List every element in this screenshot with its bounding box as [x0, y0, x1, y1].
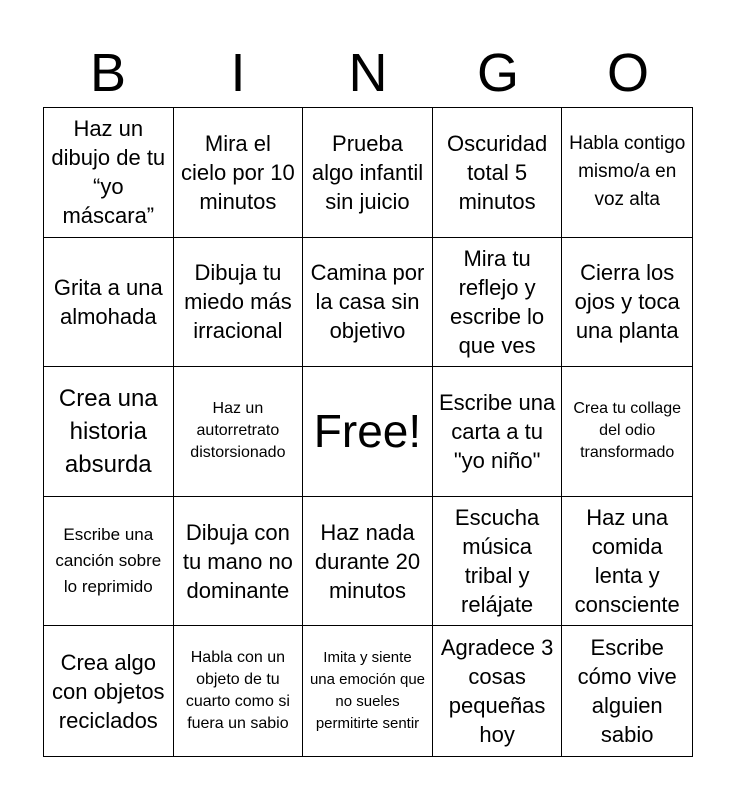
bingo-cell[interactable]: Escucha música tribal y relájate: [433, 497, 563, 627]
header-letter-i: I: [230, 43, 246, 103]
bingo-cell[interactable]: Grita a una almohada: [44, 238, 174, 368]
bingo-cell[interactable]: Haz un dibujo de tu “yo máscara”: [44, 108, 174, 238]
bingo-cell[interactable]: Mira tu reflejo y escribe lo que ves: [433, 238, 563, 368]
bingo-cell[interactable]: Imita y siente una emoción que no sueles permitirte sentir: [303, 626, 433, 756]
header-letter-g: G: [476, 43, 519, 103]
bingo-cell[interactable]: Cierra los ojos y toca una planta: [562, 238, 692, 368]
header-letter-b: B: [89, 43, 127, 103]
bingo-cell[interactable]: Escribe una canción sobre lo reprimido: [44, 497, 174, 627]
bingo-cell[interactable]: Oscuridad total 5 minutos: [433, 108, 563, 238]
bingo-cell[interactable]: Agradece 3 cosas pequeñas hoy: [433, 626, 563, 756]
bingo-cell[interactable]: Haz un autorretrato distorsionado: [174, 367, 304, 497]
bingo-cell[interactable]: Prueba algo infantil sin juicio: [303, 108, 433, 238]
bingo-cell[interactable]: Crea algo con objetos reciclados: [44, 626, 174, 756]
bingo-cell[interactable]: Habla con un objeto de tu cuarto como si fuera un sabio: [174, 626, 304, 756]
header-letter-o: O: [606, 43, 649, 103]
header-letter-n: N: [348, 43, 388, 103]
free-space[interactable]: Free!: [303, 367, 433, 497]
bingo-cell[interactable]: Haz una comida lenta y consciente: [562, 497, 692, 627]
bingo-cell[interactable]: Camina por la casa sin objetivo: [303, 238, 433, 368]
bingo-cell[interactable]: Crea una historia absurda: [44, 367, 174, 497]
bingo-cell[interactable]: Crea tu collage del odio transformado: [562, 367, 692, 497]
bingo-cell[interactable]: Escribe cómo vive alguien sabio: [577, 635, 677, 748]
bingo-cell[interactable]: Dibuja tu miedo más irracional: [174, 238, 304, 368]
bingo-cell[interactable]: Mira el cielo por 10 minutos: [174, 108, 304, 238]
bingo-cell[interactable]: Haz nada durante 20 minutos: [303, 497, 433, 627]
bingo-header: [43, 38, 693, 108]
bingo-cell[interactable]: Habla contigo mismo/a en voz alta: [562, 108, 692, 238]
bingo-cell[interactable]: Escribe una carta a tu "yo niño": [433, 367, 563, 497]
bingo-cell[interactable]: Dibuja con tu mano no dominante: [174, 497, 304, 627]
bingo-grid: [43, 107, 693, 757]
